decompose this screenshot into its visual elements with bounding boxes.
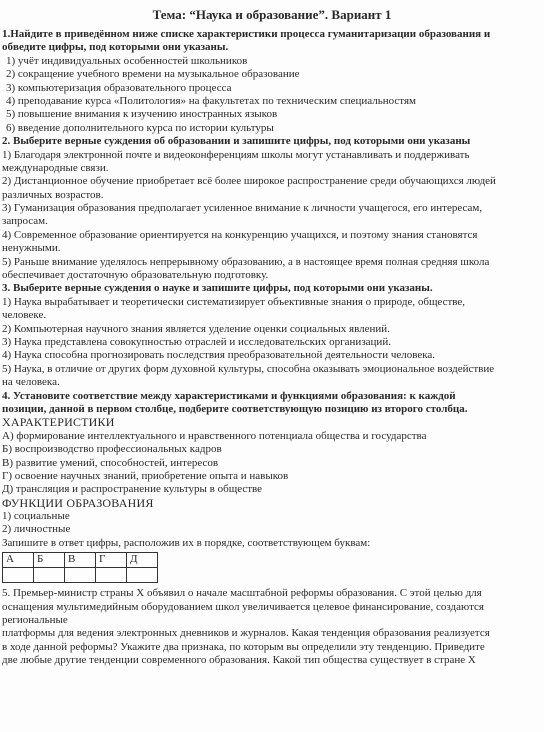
question-5-line: две любые другие тенденции современного образования. Какой тип общества существует в стране X <box>2 654 476 667</box>
answer-grid-letters-row <box>3 553 158 568</box>
characteristic-item: В) развитие умений, способностей, интересов <box>2 456 219 469</box>
question-4-heading-line: 4. Установите соответствие между характеристиками и функциями образования: к каждой <box>2 389 456 402</box>
answer-input-cell[interactable] <box>34 568 65 583</box>
question-4-heading-line: позиции, данной в первом столбце, подберите соответствующую позицию из второго столбца. <box>2 402 468 415</box>
question-2-line: 3) Гуманизация образования предполагает усиленное внимание к личности учащегося, его интересам, <box>2 202 483 215</box>
answer-grid <box>2 552 158 583</box>
question-2-heading: 2. Выберите верные суждения об образовании и запишите цифры, под которыми они указаны <box>2 135 471 148</box>
answer-input-cell[interactable] <box>96 568 127 583</box>
question-3-line: 4) Наука способна прогнозировать последствия преобразовательной деятельности человека. <box>2 349 436 362</box>
answer-grid-wrap <box>0 552 544 583</box>
answer-letter-cell: Г <box>96 553 127 568</box>
question-1-heading-line: обведите цифры, под которыми они указаны. <box>2 41 229 54</box>
question-2-line: 2) Дистанционное обучение приобретает всё более широкое распространение среди обучающихся людей <box>2 175 496 188</box>
question-2-line: 4) Современное образование ориентируется на конкуренцию учащихся, и поэтому знания становятся <box>2 228 478 241</box>
answer-instruction: Запишите в ответ цифры, расположив их в порядке, соответствующем буквам: <box>2 536 371 549</box>
question-5-line: в ходе данной реформы? Укажите два признака, по которым вы определили эту тенденцию. Приведите <box>2 640 485 653</box>
question-3-line: 2) Компьютерная научного знания является уделение оценки социальных явлений. <box>2 322 390 335</box>
question-3 <box>0 282 544 389</box>
characteristic-item: Д) трансляция и распространение культуры в обществе <box>2 483 263 496</box>
answer-letter-cell: Б <box>34 553 65 568</box>
answer-letter-cell: Д <box>127 553 158 568</box>
answer-input-cell[interactable] <box>65 568 96 583</box>
question-5-line: региональные <box>2 614 68 627</box>
functions-header: ФУНКЦИИ ОБРАЗОВАНИЯ <box>2 496 154 510</box>
question-5-line: 5. Премьер-министр страны X объявил о начале масштабной реформы образования. С этой целью для <box>2 587 482 600</box>
characteristics-header: ХАРАКТЕРИСТИКИ <box>2 416 115 430</box>
question-3-line: 5) Наука, в отличие от других форм духовной культуры, способна оказывать эмоциональное воздействие <box>2 362 495 375</box>
question-1-item: 1) учёт индивидуальных особенностей школьников <box>6 54 248 67</box>
question-4 <box>0 390 544 584</box>
question-1 <box>0 28 544 135</box>
answer-grid-input-row <box>3 568 158 583</box>
question-5 <box>0 587 544 667</box>
question-1-item: 2) сокращение учебного времени на музыкальное образование <box>6 68 300 81</box>
question-3-line: 3) Наука представлена совокупностью отраслей и исследовательских организаций. <box>2 335 391 348</box>
question-1-item: 5) повышение внимания к изучению иностранных языков <box>6 108 278 121</box>
question-2-line: ненужными. <box>2 242 61 255</box>
question-3-heading: 3. Выберите верные суждения о науке и запишите цифры, под которыми они указаны. <box>2 282 433 295</box>
question-5-line: оснащения мультимедийным оборудованием школ увеличивается целевое финансирование, создаются <box>2 600 484 613</box>
function-item: 2) личностные <box>2 523 71 536</box>
question-2-line: различных возрастов. <box>2 188 104 201</box>
worksheet-title: Тема: “Наука и образование”. Вариант 1 <box>152 7 392 22</box>
answer-input-cell[interactable] <box>3 568 34 583</box>
question-2-line: 1) Благодаря электронной почте и видеоконференциям школы могут устанавливать и поддерживать <box>2 148 470 161</box>
answer-letter-cell: В <box>65 553 96 568</box>
question-1-heading-line: 1.Найдите в приведённом ниже списке характеристики процесса гуманитаризации образования и <box>2 28 491 40</box>
question-2-line: обеспечивает достаточную образовательную подготовку. <box>2 269 269 282</box>
characteristic-item: Г) освоение научных знаний, приобретение опыта и навыков <box>2 469 289 482</box>
characteristic-item: Б) воспроизводство профессиональных кадров <box>2 443 222 456</box>
question-3-line: на человека. <box>2 376 60 389</box>
question-1-item: 4) преподавание курса «Политология» на факультетах по техническим специальностям <box>6 94 416 107</box>
question-3-line: человеке. <box>2 309 47 322</box>
question-1-item: 3) компьютеризация образовательного процесса <box>6 81 232 94</box>
question-2-line: международные связи. <box>2 161 109 174</box>
answer-letter-cell: А <box>3 553 34 568</box>
question-1-item: 6) введение дополнительного курса по истории культуры <box>6 121 274 134</box>
question-2-line: 5) Раньше внимание уделялось непрерывному образованию, а в настоящее время полная средняя школа <box>2 255 490 268</box>
answer-input-cell[interactable] <box>127 568 158 583</box>
characteristic-item: А) формирование интеллектуального и нравственного потенциала общества и государства <box>2 429 427 442</box>
question-2-line: запросам. <box>2 215 48 228</box>
question-5-line: платформы для ведения электронных дневников и журналов. Какая тенденция образования реализуется <box>2 627 490 640</box>
question-2 <box>0 135 544 282</box>
function-item: 1) социальные <box>2 510 70 523</box>
question-3-line: 1) Наука вырабатывает и теоретически систематизирует объективные знания о природе, обществе, <box>2 295 466 308</box>
